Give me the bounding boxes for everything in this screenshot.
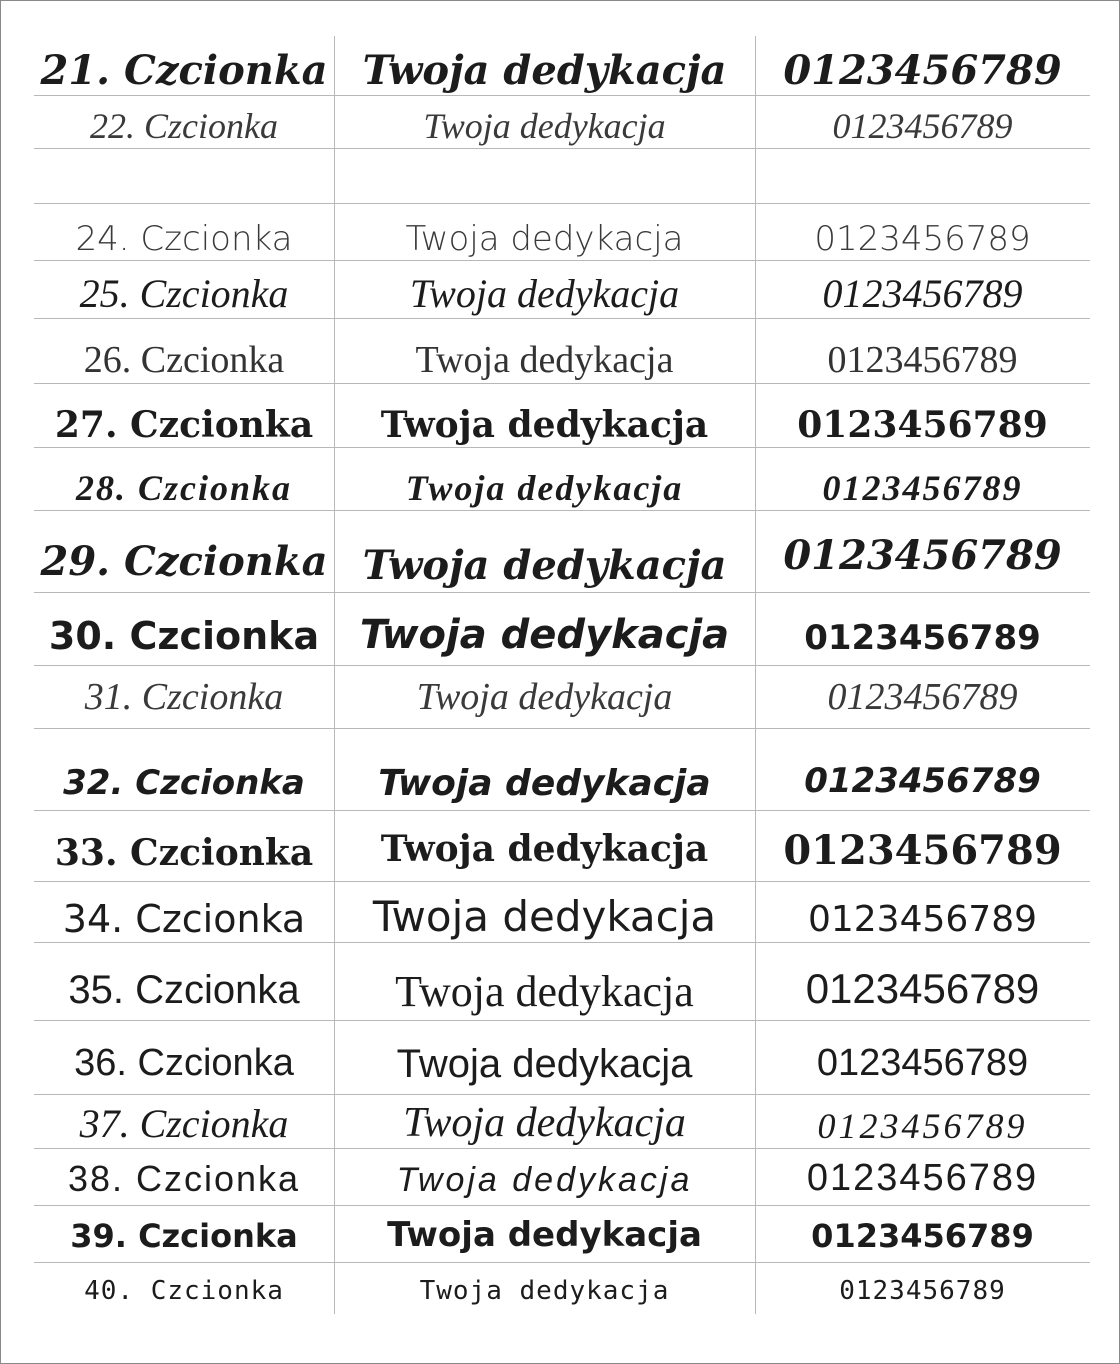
digits-sample-cell: 0123456789: [827, 676, 1018, 718]
digits-sample-cell: 0123456789: [817, 1106, 1028, 1146]
font-row-33: [34, 811, 1090, 882]
digits-sample-cell: 0123456789: [805, 965, 1040, 1012]
dedication-sample-cell: Twoja dedykacja: [423, 106, 666, 146]
font-name-cell: 34. Czcionka: [62, 897, 306, 941]
font-row-25: [34, 261, 1090, 319]
font-row-40: [34, 1263, 1090, 1314]
font-sample-table: [34, 36, 1090, 1314]
font-row-21: [34, 36, 1090, 96]
dedication-sample-cell: Twoja dedykacja: [396, 1161, 693, 1199]
digits-sample-cell: 0123456789: [811, 1217, 1034, 1255]
font-name-cell: 37. Czcionka: [79, 1101, 289, 1146]
font-row-empty: [34, 149, 1090, 204]
digits-sample-cell: 0123456789: [807, 899, 1038, 940]
dedication-sample-cell: Twoja dedykacja: [409, 271, 680, 316]
font-row-30: [34, 593, 1090, 666]
font-row-27: [34, 384, 1090, 448]
dedication-sample-cell: Twoja dedykacja: [380, 828, 709, 870]
digits-sample-cell: 0123456789: [804, 761, 1041, 801]
dedication-sample-cell: Twoja dedykacja: [416, 676, 673, 718]
digits-sample-cell: 0123456789: [783, 47, 1062, 94]
font-row-36: [34, 1021, 1090, 1095]
font-name-cell: 29. Czcionka: [40, 538, 328, 585]
dedication-sample-cell: Twoja dedykacja: [362, 542, 727, 589]
font-name-cell: 40. Czcionka: [84, 1276, 284, 1306]
digits-sample-cell: 0123456789: [816, 1042, 1029, 1084]
font-row-37: [34, 1095, 1090, 1149]
digits-sample-cell: 0123456789: [839, 1276, 1006, 1306]
font-row-35: [34, 943, 1090, 1021]
font-name-cell: 32. Czcionka: [63, 763, 305, 803]
dedication-sample-cell: Twoja dedykacja: [387, 1215, 702, 1255]
font-name-cell: 35. Czcionka: [68, 968, 300, 1012]
font-row-22: [34, 96, 1090, 149]
dedication-sample-cell: Twoja dedykacja: [378, 763, 711, 804]
digits-sample-cell: 0123456789: [822, 468, 1023, 508]
font-name-cell: 36. Czcionka: [74, 1042, 294, 1084]
font-name-cell: 38. Czcionka: [67, 1158, 301, 1199]
font-name-cell: 27. Czcionka: [54, 404, 314, 446]
font-name-cell: 39. Czcionka: [70, 1217, 298, 1255]
font-row-32: [34, 729, 1090, 811]
font-row-24: [34, 204, 1090, 261]
dedication-sample-cell: [334, 149, 755, 203]
font-row-26: [34, 319, 1090, 384]
font-name-cell: [34, 149, 334, 203]
font-name-cell: 22. Czcionka: [90, 106, 278, 146]
digits-sample-cell: 0123456789: [804, 618, 1041, 658]
font-name-cell: 21. Czcionka: [40, 47, 328, 94]
font-name-cell: 31. Czcionka: [84, 676, 284, 718]
dedication-sample-cell: Twoja dedykacja: [372, 892, 717, 941]
digits-sample-cell: [755, 149, 1090, 203]
font-row-39: [34, 1206, 1090, 1263]
dedication-sample-cell: Twoja dedykacja: [415, 339, 674, 381]
font-row-28: [34, 448, 1090, 511]
dedication-sample-cell: Twoja dedykacja: [395, 967, 694, 1016]
font-name-cell: 24. Czcionka: [75, 219, 293, 259]
font-row-38: [34, 1149, 1090, 1206]
digits-sample-cell: 0123456789: [783, 532, 1062, 579]
dedication-sample-cell: Twoja dedykacja: [403, 1100, 686, 1146]
digits-sample-cell: 0123456789: [822, 271, 1023, 316]
digits-sample-cell: 0123456789: [783, 827, 1062, 874]
font-name-cell: 25. Czcionka: [79, 271, 289, 316]
font-name-cell: 30. Czcionka: [48, 614, 320, 658]
dedication-sample-cell: Twoja dedykacja: [419, 1276, 670, 1306]
font-row-31: [34, 666, 1090, 729]
font-row-29: [34, 511, 1090, 593]
dedication-sample-cell: Twoja dedykacja: [359, 612, 730, 658]
dedication-sample-cell: Twoja dedykacja: [405, 468, 684, 508]
digits-sample-cell: 0123456789: [797, 404, 1048, 446]
digits-sample-cell: 0123456789: [806, 1157, 1039, 1199]
dedication-sample-cell: Twoja dedykacja: [396, 1042, 693, 1086]
font-name-cell: 26. Czcionka: [83, 339, 285, 381]
font-name-cell: 33. Czcionka: [54, 832, 314, 874]
dedication-sample-cell: Twoja dedykacja: [362, 47, 727, 94]
font-row-34: [34, 882, 1090, 943]
dedication-sample-cell: Twoja dedykacja: [380, 404, 709, 446]
dedication-sample-cell: Twoja dedykacja: [405, 219, 684, 259]
digits-sample-cell: 0123456789: [832, 106, 1013, 146]
digits-sample-cell: 0123456789: [814, 219, 1031, 259]
digits-sample-cell: 0123456789: [827, 339, 1018, 381]
font-name-cell: 28. Czcionka: [75, 468, 293, 508]
